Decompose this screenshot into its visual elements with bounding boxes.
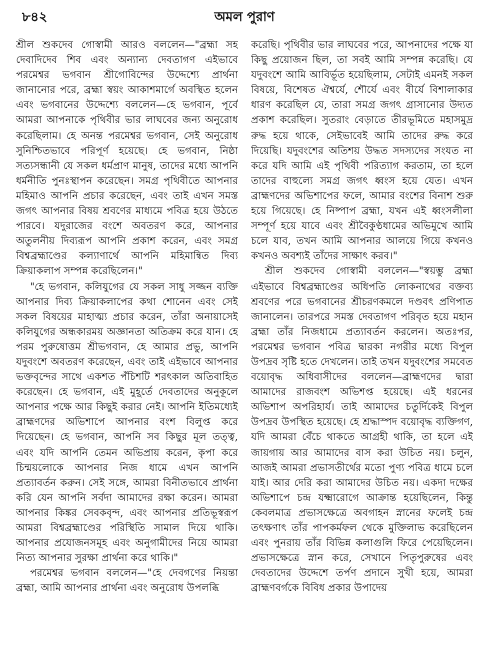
running-title: অমল পুরাণ <box>214 10 275 25</box>
paragraph: "হে ভগবান, কলিযুগের যে সকল সাধু সজ্জন ব্যক্তি আপনার দিব্য ক্রিয়াকলাপের কথা শোনেন এবং সেই সকল বিষয়ের মাহাত্ম্য প্রচার করেন, তাঁরা অনায়াসেই কলিযুগের অন্ধকারময় অজ্ঞানতা অতিক্রম করে যান। হে পরম পুরুষোত্তম শ্রীভগবান, হে আমার প্রভু, আপনি যদুবংশে অবতরণ করেছেন, এবং তাই এইভাবে আপনার ভক্তবৃন্দের সাথে একশত পঁচিশটি শরৎকাল অতিবাহিত করেছেন। হে ভগবান, এই মুহূর্তে দেবতাদের অনুকূলে আপনার পক্ষে আর কিছুই করার নেই। আপনি ইতিমধ্যেই ব্রাহ্মণদের অভিশাপে আপনার বংশ বিলুপ্ত করে দিয়েছেন। হে ভগবান, আপনি সব কিছুর মূল তত্ত্ব, এবং যদি আপনি তেমন অভিপ্রায় করেন, কৃপা করে চিন্ময়লোকে আপনার নিজ ধামে এখন আপনি প্রত্যাবর্তন করুন। সেই সঙ্গে, আমরা বিনীতভাবে প্রার্থনা করি যেন আপনি সর্বদা আমাদের রক্ষা করেন। আমরা আপনার কিঙ্কর সেবকবৃন্দ, এবং আপনার প্রতিভূস্বরূপ আমরা বিশ্বব্রহ্মাণ্ডের পরিস্থিতি সামাল দিয়ে থাকি। আপনার প্রযোজনসমূহ এবং অনুগামীদের নিয়ে আমরা নিত্য আপনার সুরক্ষা প্রার্থনা করে থাকি।" <box>16 281 238 565</box>
paragraph: পরমেশ্বর ভগবান বললেন—"হে দেবগণের নিয়ন্তা ব্রহ্মা, আমি আপনার প্রার্থনা এবং অনুরোধ উপলব্ধি <box>16 568 238 595</box>
paragraph: শ্রীল শুকদেব গোস্বামী বললেন—"স্বয়ম্ভু ব্রহ্মা এইভাবে বিশ্বব্রহ্মাণ্ডের অধিপতি লোকনাথের বক্তব্য শ্রবণের পরে ভগবানের শ্রীচরণকমলে দণ্ডবৎ প্রণিপাত জানালেন। তারপরে সমস্ত দেবতাগণ পরিবৃত হয়ে মহান ব্রহ্মা তাঁর নিজধামে প্রত্যাবর্তন করলেন। অতঃপর, পরমেশ্বর ভগবান পবিত্র দ্বারকা নগরীর মধ্যে বিপুল উপদ্রব সৃষ্টি হতে দেখলেন। তাই তখন যদুবংশের সমবেত বয়োবৃদ্ধ অধিবাসীদের বললেন—ব্রাহ্মণদের দ্বারা আমাদের রাজবংশ অভিশপ্ত হয়েছে। এই ধরনের অভিশাপ অপরিহার্য। তাই আমাদের চতুর্দিকেই বিপুল উপদ্রব উপস্থিত হয়েছে। হে শ্রদ্ধাস্পদ বয়োবৃদ্ধ ব্যক্তিগণ, যদি আমরা বেঁচে থাকতে আগ্রহী থাকি, তা হলে এই জায়গায় আর আমাদের বাস করা উচিত নয়। চলুন, আজই আমরা প্রভাসতীর্থের মতো পুণ্য পবিত্র ধামে চলে যাই। আর দেরি করা আমাদের উচিত নয়। একদা দক্ষের অভিশাপে চন্দ্র যক্ষ্মারোগে আক্রান্ত হয়েছিলেন, কিন্তু কেবলমাত্র প্রভাসক্ষেত্রে অবগাহন স্নানের ফলেই চন্দ্র তৎক্ষণাৎ তাঁর পাপকর্মফল থেকে মুক্তিলাভ করেছিলেন এবং পুনরায় তাঁর বিভিন্ন কলাগুলি ফিরে পেয়েছিলেন। প্রভাসক্ষেত্রে স্নান করে, সেখানে পিতৃপুরুষের এবং দেবতাদের উদ্দেশে তর্পণ প্রদানে সুখী হয়ে, আমরা ব্রাহ্মণবর্গকে বিবিধ প্রকার উপাদেয় <box>251 266 473 595</box>
right-column <box>251 38 473 650</box>
paragraph: করেছি। পৃথিবীর ভার লাঘবের পরে, আপনাদের পক্ষে যা কিছু প্রয়োজন ছিল, তা সবই আমি সম্পন্ন করেছি। যে যদুবংশে আমি আবির্ভূত হয়েছিলাম, সেটাই এমনই সকল বিষয়ে, বিশেষত ঐশ্বর্যে, শৌর্যে এবং বীর্যে বিশালাকার ধারণ করেছিল যে, তারা সমগ্র জগৎ গ্রাসানোর উদ্যত প্রকাশ করেছিল। সুতরাং বেড়াতে তীরভূমিতে মহাসমুদ্র রুদ্ধ হয়ে থাকে, সেইভাবেই আমি তাদের রুদ্ধ করে দিয়েছি। যদুবংশের অতিশয় উদ্ধত সদস্যদের সংযত না করে যদি আমি এই পৃথিবী পরিত্যাগ করতাম, তা হলে তাদের বাহুল্যে সমগ্র জগৎ ধ্বংস হয়ে যেত। এখন ব্রাহ্মণদের অভিশাপের ফলে, আমার বংশের বিনাশ শুরু হয়ে গিয়েছে। হে নিষ্পাপ ব্রহ্মা, যখন এই ধ্বংসলীলা সম্পূর্ণ হয়ে যাবে এবং শ্রীবৈকুণ্ঠধামের অভিমুখে আমি চলে যাব, তখন আমি আপনার আলয়ে গিয়ে কখনও কখনও অবশ্যই তাঁদের সাক্ষাৎ করব।" <box>251 40 473 263</box>
left-column <box>16 38 238 650</box>
paragraph: শ্রীল শুকদেব গোস্বামী আরও বললেন—"ব্রহ্মা সহ দেবাদিদেব শিব এবং অন্যান্য দেবতাগণ এইভাবে পরমেশ্বর ভগবান শ্রীগোবিন্দের উদ্দেশ্যে প্রার্থনা জানানোর পরে, ব্রহ্মা স্বয়ং আকাশমার্গে অবস্থিত হলেন এবং ভগবানের উদ্দেশ্যে বললেন—হে ভগবান, পূর্বে আমরা আপনাকে পৃথিবীর ভার লাঘবের জন্য অনুরোধ করেছিলাম। হে অনন্ত পরমেশ্বর ভগবান, সেই অনুরোধ সুনিশ্চিতভাবে পরিপূর্ণ হয়েছে। হে ভগবান, নিষ্ঠা সত্যসন্ধানী যে সকল ধর্মপ্রাণ মানুষ, তাদের মধ্যে আপনি ধর্মনীতি পুনঃস্থাপন করেছেন। সমগ্র পৃথিবীতে আপনার মহিমাও আপনি প্রচার করেছেন, এবং তাই এখন সমস্ত জগৎ আপনার বিষয় শ্রবণের মাধ্যমে পবিত্র হয়ে উঠতে পারবে। যদুরাজের বংশে অবতরণ করে, আপনার অতুলনীয় দিব্যরূপ আপনি প্রকাশ করেন, এবং সমগ্র বিশ্বব্রহ্মাণ্ডের কল্যাণার্থে আপনি মহিমান্বিত দিব্য ক্রিয়াকলাপ সম্পন্ন করেছিলেন।" <box>16 40 238 278</box>
page-number: ৮৪২ <box>22 10 48 25</box>
page-header <box>22 8 467 30</box>
